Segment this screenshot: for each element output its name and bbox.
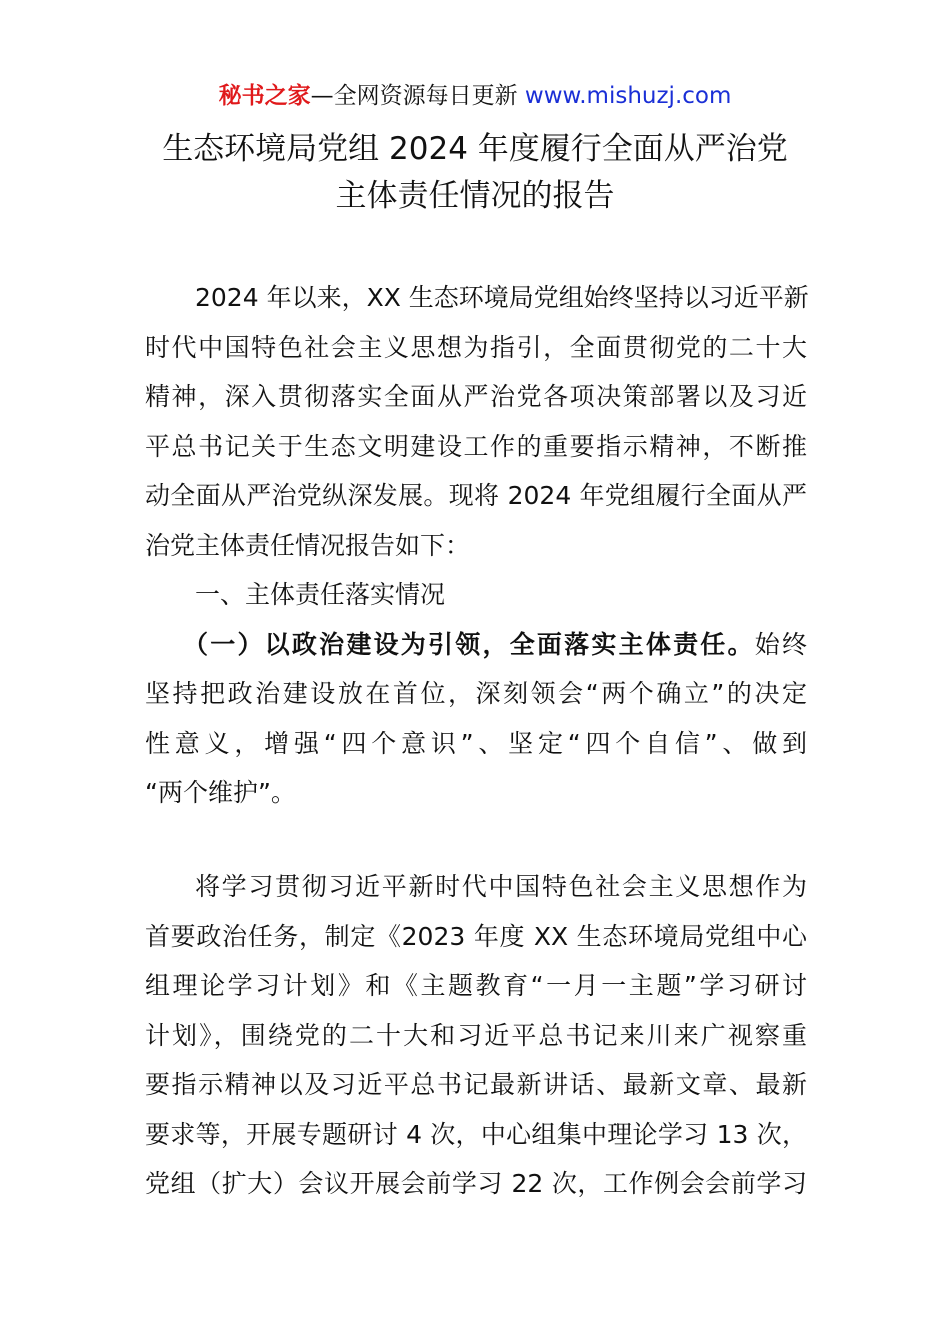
paragraph-line: 首要政治任务，制定《2023 年度 XX 生态环境局党组中心 bbox=[145, 921, 807, 951]
header-tagline: —全网资源每日更新 bbox=[310, 83, 525, 109]
paragraph-line: 党组（扩大）会议开展会前学习 22 次，工作例会会前学习 bbox=[145, 1169, 807, 1198]
paragraph-line: 坚持把政治建设放在首位，深刻领会“两个确立”的决定 bbox=[145, 679, 807, 708]
paragraph-line: 将学习贯彻习近平新时代中国特色社会主义思想作为 bbox=[195, 872, 807, 901]
paragraph-line: 计划》，围绕党的二十大和习近平总书记来川来广视察重 bbox=[145, 1020, 807, 1050]
paragraph-line: 2024 年以来，XX 生态环境局党组始终坚持以习近平新 bbox=[195, 283, 809, 312]
paragraph-line: 治党主体责任情况报告如下： bbox=[145, 530, 471, 560]
paragraph-line: 动全面从严治党纵深发展。现将 2024 年党组履行全面从严 bbox=[145, 481, 807, 510]
subsection-first-line bbox=[145, 620, 807, 670]
title-line-2: 主体责任情况的报告 bbox=[335, 178, 615, 214]
subsection-heading: （一）以政治建设为引领，全面落实主体责任。 bbox=[183, 629, 755, 659]
section-heading-1: 一、主体责任落实情况 bbox=[195, 580, 446, 609]
title-line-1: 生态环境局党组 2024 年度履行全面从严治党 bbox=[162, 131, 788, 167]
brand-name: 秘书之家 bbox=[218, 83, 311, 109]
site-url-link[interactable]: www.mishuzj.com bbox=[524, 83, 732, 109]
paragraph-line: “两个维护”。 bbox=[145, 778, 296, 807]
paragraph-intro bbox=[145, 273, 807, 818]
paragraph-line: 要指示精神以及习近平总书记最新讲话、最新文章、最新 bbox=[145, 1070, 807, 1099]
paragraph-line: 时代中国特色社会主义思想为指引，全面贯彻党的二十大 bbox=[145, 332, 807, 362]
paragraph-study bbox=[145, 862, 807, 1209]
paragraph-line: 组理论学习计划》和《主题教育“一月一主题”学习研讨 bbox=[145, 971, 807, 1000]
subsection-continuation: 始终 bbox=[754, 629, 807, 659]
paragraph-line: 性意义，增强“四个意识”、坚定“四个自信”、做到 bbox=[145, 728, 807, 758]
paragraph-line: 精神，深入贯彻落实全面从严治党各项决策部署以及习近 bbox=[145, 382, 807, 411]
paragraph-line: 平总书记关于生态文明建设工作的重要指示精神，不断推 bbox=[145, 431, 807, 461]
paragraph-line: 要求等，开展专题研讨 4 次，中心组集中理论学习 13 次， bbox=[145, 1119, 807, 1149]
document-title bbox=[0, 126, 950, 220]
site-header bbox=[0, 80, 950, 112]
